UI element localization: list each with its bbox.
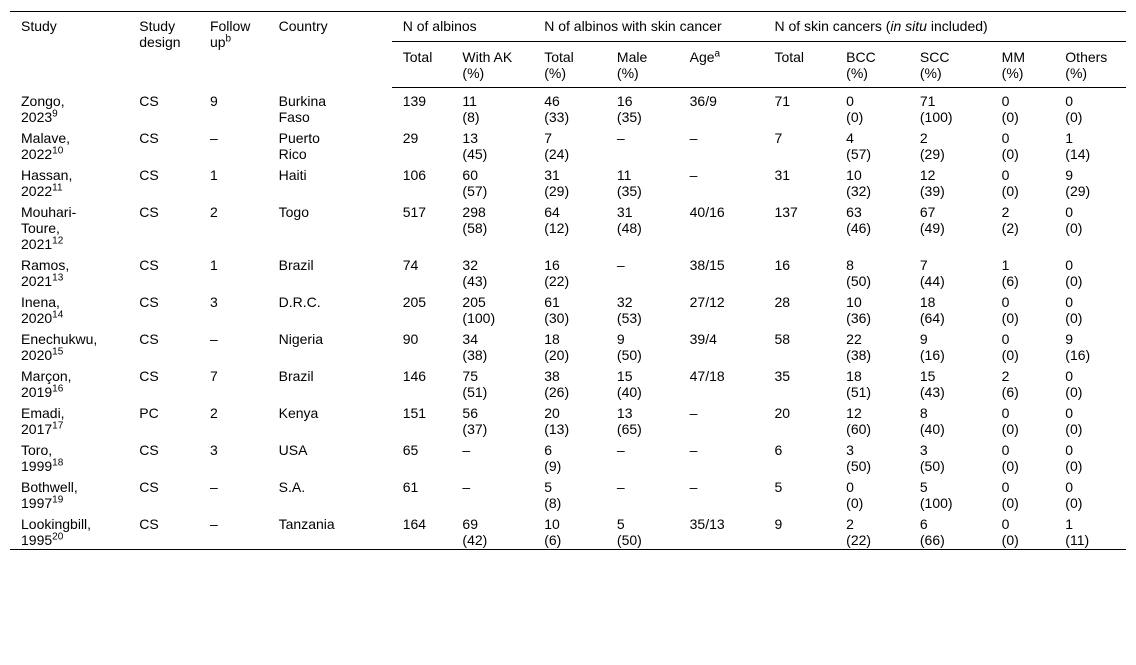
cell-n-albinos: 74	[402, 257, 419, 273]
header-total-pct: Total (%)	[544, 42, 617, 88]
cell-male: –	[616, 442, 625, 458]
cell-others: 0 (0)	[1065, 442, 1083, 474]
cell-scc: 12 (39)	[919, 167, 945, 199]
header-total-cancers: Total	[774, 42, 846, 88]
cell-country: Puerto Rico	[278, 130, 320, 162]
cell-mm: 0 (0)	[1001, 479, 1019, 511]
cell-age: 38/15	[689, 257, 725, 273]
cell-mm: 2 (6)	[1001, 368, 1019, 400]
cell-others: 1 (11)	[1065, 516, 1090, 548]
cell-bcc: 2 (22)	[846, 516, 872, 548]
cell-follow-up: –	[209, 331, 218, 347]
cell-sc-total: 7 (24)	[544, 130, 570, 162]
cell-follow-up: 1	[209, 167, 218, 183]
cell-design: CS	[139, 442, 159, 458]
cell-design: PC	[139, 405, 159, 421]
header-total: Total	[392, 42, 463, 88]
cell-age: –	[689, 442, 698, 458]
cell-n-albinos: 65	[402, 442, 419, 458]
cell-study: Emadi, 2017$^{17}$	[21, 405, 65, 437]
cell-study: Lookingbill, 1995$^{20}$	[21, 516, 92, 548]
cell-with-ak: 11 (8)	[462, 93, 480, 125]
cell-design: CS	[139, 130, 159, 146]
cell-n-cancers: 7	[774, 130, 783, 146]
header-country: Country	[278, 18, 328, 34]
cell-design: CS	[139, 294, 159, 310]
cell-mm: 0 (0)	[1001, 516, 1019, 548]
cell-male: 31 (48)	[616, 204, 642, 236]
cell-design: CS	[139, 479, 159, 495]
cell-with-ak: 32 (43)	[462, 257, 488, 289]
cell-sc-total: 6 (9)	[544, 442, 562, 474]
header-others: Others (%)	[1065, 42, 1126, 88]
cell-sc-total: 31 (29)	[544, 167, 570, 199]
header-age: Age$^a$	[690, 42, 775, 88]
cell-sc-total: 18 (20)	[544, 331, 570, 363]
cell-study: Enechukwu, 2020$^{15}$	[21, 331, 98, 363]
cell-n-albinos: 151	[402, 405, 427, 421]
cell-mm: 0 (0)	[1001, 331, 1019, 363]
table-row	[10, 327, 1126, 364]
cell-follow-up: 1	[209, 257, 218, 273]
cell-male: –	[616, 479, 625, 495]
cell-with-ak: 34 (38)	[462, 331, 488, 363]
table-row	[10, 253, 1126, 290]
cell-male: –	[616, 130, 625, 146]
cell-with-ak: –	[462, 479, 471, 495]
table-row	[10, 88, 1126, 127]
cell-scc: 6 (66)	[919, 516, 945, 548]
cell-others: 0 (0)	[1065, 405, 1083, 437]
cell-mm: 0 (0)	[1001, 442, 1019, 474]
cell-sc-total: 64 (12)	[544, 204, 570, 236]
table-row	[10, 126, 1126, 163]
header-group-albinos: N of albinos	[392, 12, 544, 42]
cell-bcc: 10 (36)	[846, 294, 872, 326]
table-row	[10, 163, 1126, 200]
cell-n-cancers: 58	[774, 331, 791, 347]
cell-n-albinos: 29	[402, 130, 419, 146]
cell-with-ak: 60 (57)	[462, 167, 488, 199]
cell-follow-up: –	[209, 479, 218, 495]
cell-n-cancers: 5	[774, 479, 783, 495]
cell-male: 5 (50)	[616, 516, 642, 548]
cell-age: 40/16	[689, 204, 725, 220]
cell-country: Haiti	[278, 167, 307, 183]
cell-country: Nigeria	[278, 331, 323, 347]
cell-with-ak: 13 (45)	[462, 130, 488, 162]
cell-scc: 2 (29)	[919, 130, 945, 162]
cell-age: –	[689, 130, 698, 146]
cell-others: 9 (16)	[1065, 331, 1091, 363]
cell-n-albinos: 146	[402, 368, 427, 384]
cell-mm: 0 (0)	[1001, 93, 1019, 125]
cell-with-ak: 75 (51)	[462, 368, 488, 400]
table-body	[10, 88, 1126, 550]
cell-study: Ramos, 2021$^{13}$	[21, 257, 70, 289]
cell-scc: 7 (44)	[919, 257, 945, 289]
cell-follow-up: 3	[209, 442, 218, 458]
cell-sc-total: 16 (22)	[544, 257, 570, 289]
cell-age: –	[689, 167, 698, 183]
cell-follow-up: 7	[209, 368, 218, 384]
cell-design: CS	[139, 167, 159, 183]
cell-study: Toro, 1999$^{18}$	[21, 442, 64, 474]
table-row	[10, 438, 1126, 475]
cell-n-albinos: 517	[402, 204, 427, 220]
cell-design: CS	[139, 516, 159, 532]
cell-country: Burkina Faso	[278, 92, 327, 125]
cell-age: 39/4	[689, 331, 717, 347]
header-bcc: BCC (%)	[846, 42, 920, 88]
cell-scc: 9 (16)	[919, 331, 945, 363]
table-row	[10, 475, 1126, 512]
cell-age: 27/12	[689, 294, 725, 310]
cell-age: 36/9	[689, 93, 717, 109]
cell-country: D.R.C.	[278, 294, 321, 310]
cell-country: USA	[278, 442, 308, 458]
cell-sc-total: 10 (6)	[544, 516, 562, 548]
cell-follow-up: –	[209, 130, 218, 146]
cell-country: Brazil	[278, 368, 314, 384]
cell-n-cancers: 20	[774, 405, 791, 421]
cell-n-albinos: 106	[402, 167, 427, 183]
header-male: Male (%)	[617, 42, 690, 88]
table-row	[10, 200, 1126, 253]
header-study-design: Study design	[139, 18, 181, 50]
cell-mm: 0 (0)	[1001, 167, 1019, 199]
cell-follow-up: –	[209, 516, 218, 532]
cell-age: –	[689, 479, 698, 495]
cell-follow-up: 2	[209, 405, 218, 421]
cell-n-cancers: 16	[774, 257, 791, 273]
header-group-skin-cancers: N of skin cancers (in situ included)	[774, 12, 1126, 42]
cell-design: CS	[139, 257, 159, 273]
cell-country: Togo	[278, 204, 309, 220]
cell-country: Tanzania	[278, 516, 335, 532]
cell-follow-up: 9	[209, 92, 218, 109]
cell-bcc: 0 (0)	[846, 479, 864, 511]
cell-follow-up: 2	[209, 204, 218, 220]
cell-n-albinos: 205	[402, 294, 427, 310]
cell-study: Marçon, 2019$^{16}$	[21, 368, 72, 400]
cell-sc-total: 20 (13)	[544, 405, 570, 437]
cell-others: 1 (14)	[1065, 130, 1091, 162]
cell-mm: 0 (0)	[1001, 405, 1019, 437]
cell-others: 0 (0)	[1065, 257, 1083, 289]
cell-scc: 18 (64)	[919, 294, 945, 326]
cell-sc-total: 38 (26)	[544, 368, 570, 400]
header-mm: MM (%)	[1002, 42, 1066, 88]
cell-design: CS	[139, 204, 159, 220]
cell-country: S.A.	[278, 479, 306, 495]
cell-country: Kenya	[278, 405, 319, 421]
cell-scc: 15 (43)	[919, 368, 945, 400]
cell-n-cancers: 9	[774, 516, 783, 532]
header-follow-up: Follow $up^b$	[209, 18, 251, 50]
cell-n-albinos: 139	[402, 93, 427, 109]
cell-scc: 67 (49)	[919, 204, 945, 236]
cell-mm: 2 (2)	[1001, 204, 1019, 236]
cell-n-cancers: 137	[774, 204, 798, 220]
cell-others: 0 (0)	[1065, 479, 1083, 511]
cell-with-ak: –	[462, 442, 471, 458]
cell-study: Malave, 2022$^{10}$	[21, 130, 71, 162]
cell-study: Zongo, 2023$^9$	[21, 92, 65, 125]
cell-male: 13 (65)	[616, 405, 642, 437]
cell-male: 16 (35)	[616, 93, 642, 125]
cell-n-albinos: 90	[402, 331, 419, 347]
cell-scc: 5 (100)	[919, 479, 953, 511]
cell-male: –	[616, 257, 625, 273]
cell-study: Inena, 2020$^{14}$	[21, 294, 64, 326]
cell-mm: 0 (0)	[1001, 294, 1019, 326]
cell-bcc: 10 (32)	[846, 167, 872, 199]
cell-n-cancers: 71	[774, 93, 791, 109]
cell-others: 9 (29)	[1065, 167, 1091, 199]
cell-n-cancers: 31	[774, 167, 791, 183]
table-row	[10, 401, 1126, 438]
cell-sc-total: 46 (33)	[544, 93, 570, 125]
cell-bcc: 12 (60)	[846, 405, 872, 437]
cell-bcc: 8 (50)	[846, 257, 872, 289]
cell-n-albinos: 164	[402, 516, 427, 532]
cell-with-ak: 298 (58)	[462, 204, 488, 236]
cell-scc: 71 (100)	[919, 93, 953, 125]
cell-age: 35/13	[689, 516, 725, 532]
cell-scc: 3 (50)	[919, 442, 945, 474]
cell-with-ak: 56 (37)	[462, 405, 488, 437]
cell-male: 9 (50)	[616, 331, 642, 363]
header-scc: SCC (%)	[920, 42, 1002, 88]
cell-scc: 8 (40)	[919, 405, 945, 437]
cell-with-ak: 205 (100)	[462, 294, 496, 326]
table-row	[10, 290, 1126, 327]
cell-age: –	[689, 405, 698, 421]
cell-mm: 1 (6)	[1001, 257, 1019, 289]
cell-bcc: 63 (46)	[846, 204, 872, 236]
cell-design: CS	[139, 331, 159, 347]
cell-others: 0 (0)	[1065, 93, 1083, 125]
cell-study: Hassan, 2022$^{11}$	[21, 167, 73, 199]
cell-sc-total: 5 (8)	[544, 479, 562, 511]
cell-n-cancers: 6	[774, 442, 783, 458]
cell-study: Mouhari- Toure, 2021$^{12}$	[21, 204, 77, 252]
cell-design: CS	[139, 368, 159, 384]
table-row	[10, 512, 1126, 550]
cell-others: 0 (0)	[1065, 294, 1083, 326]
cell-male: 11 (35)	[616, 167, 642, 199]
header-study: Study	[21, 18, 57, 34]
cell-n-albinos: 61	[402, 479, 419, 495]
header-with-ak: With AK (%)	[462, 42, 544, 88]
cell-others: 0 (0)	[1065, 368, 1083, 400]
cell-n-cancers: 35	[774, 368, 791, 384]
cell-with-ak: 69 (42)	[462, 516, 488, 548]
table-row	[10, 364, 1126, 401]
cell-n-cancers: 28	[774, 294, 791, 310]
cell-bcc: 0 (0)	[846, 93, 864, 125]
cell-sc-total: 61 (30)	[544, 294, 570, 326]
cell-study: Bothwell, 1997$^{19}$	[21, 479, 78, 511]
cell-bcc: 3 (50)	[846, 442, 872, 474]
cell-male: 15 (40)	[616, 368, 642, 400]
cell-follow-up: 3	[209, 294, 218, 310]
cell-others: 0 (0)	[1065, 204, 1083, 236]
albinism-skin-cancer-table	[10, 11, 1126, 550]
cell-mm: 0 (0)	[1001, 130, 1019, 162]
cell-design: CS	[139, 92, 159, 109]
cell-bcc: 4 (57)	[846, 130, 872, 162]
cell-country: Brazil	[278, 257, 314, 273]
cell-bcc: 22 (38)	[846, 331, 872, 363]
cell-age: 47/18	[689, 368, 725, 384]
cell-male: 32 (53)	[616, 294, 642, 326]
cell-bcc: 18 (51)	[846, 368, 872, 400]
header-group-albinos-skin-cancer: N of albinos with skin cancer	[544, 12, 774, 42]
